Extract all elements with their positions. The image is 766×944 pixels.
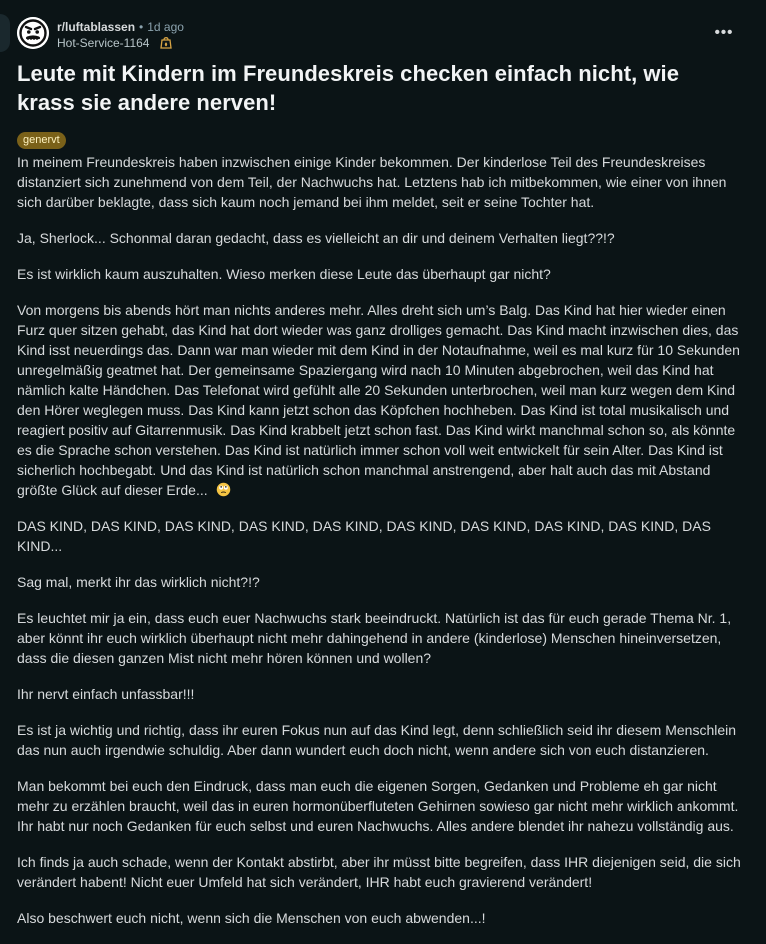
post-paragraph: DAS KIND, DAS KIND, DAS KIND, DAS KIND, DAS KIND, DAS KIND, DAS KIND, DAS KIND, DAS KIND, DAS KIND... <box>17 518 711 554</box>
post-paragraph: Es ist ja wichtig und richtig, dass ihr euren Fokus nun auf das Kind legt, denn schließlich seid ihr diesem Menschlein das nun auch irgendwie schuldig. Aber dann wundert euch doch nicht, wenn andere sich von euch distanzieren. <box>17 722 737 758</box>
post-paragraph: Man bekommt bei euch den Eindruck, dass man euch die eigenen Sorgen, Gedanken und Probleme eh gar nicht mehr zu erzählen braucht, weil das in euren hormonüberfluteten Gehirnen sowieso gar nicht mehr wirklich ankommt. Ihr habt nur noch Gedanken für euch selbst und euren Nachwuchs. Alles andere blendet ihr nahezu vollständig aus. <box>17 778 739 834</box>
post-paragraph: In meinem Freundeskreis haben inzwischen einige Kinder bekommen. Der kinderlose Teil des Freundeskreises distanziert sich zunehmend von dem Teil, der Nachwuchs hat. Letztens hab ich mitbekommen, wie einer von ihnen sich darüber beklagte, dass sich kaum noch jemand bei ihm meldet, seit er seine Tochter hat. <box>17 154 727 210</box>
post-paragraph: Es ist wirklich kaum auszuhalten. Wieso merken diese Leute das überhaupt gar nicht? <box>17 266 551 282</box>
post-paragraph-text: Von morgens bis abends hört man nichts anderes mehr. Alles dreht sich um’s Balg. Das Kind hat hier wieder einen Furz quer sitzen gehabt, das Kind hat dort wieder was ganz drolliges gemacht. Das Kind macht inzwischen dies, das Kind isst neuerdings das. Dann war man wieder mit dem Kind in der Notaufnahme, weil es mal kurz für 10 Sekunden unregelmäßig geatmet hat. Der gemeinsame Spaziergang wird nach 10 Minuten abgebrochen, weil das Kind hat nämlich kalte Händchen. Das Telefonat wird gefühlt alle 20 Sekunden unterbrochen, weil man kurz wegen dem Kind den Hörer weglegen muss. Das Kind kann jetzt schon das Köpfchen hochheben. Das Kind ist total musikalisch und reagiert positiv auf Gitarrenmusik. Das Kind krabbelt jetzt schon fast. Das Kind wirkt manchmal schon so, als könnte es die Sprache schon verstehen. Das Kind ist natürlich immer schon voll weit entwickelt für sein Alter. Das Kind ist sicherlich hochbegabt. Und das Kind ist natürlich schon manchmal anstrengend, aber halt auch das mit Abstand größte Glück auf dieser Erde... <box>17 302 740 498</box>
fire-badge-icon <box>159 37 173 49</box>
username-row <box>57 35 184 51</box>
post-paragraph: Ihr nervt einfach unfassbar!!! <box>17 686 195 702</box>
post-meta <box>57 19 184 51</box>
post-flair[interactable]: genervt <box>17 132 66 149</box>
post-author[interactable]: Hot-Service-1164 <box>57 36 150 50</box>
post-paragraph: Ja, Sherlock... Schonmal daran gedacht, dass es vielleicht an dir und deinem Verhalten liegt??!? <box>17 230 615 246</box>
rolling-eyes-emoji-icon <box>216 482 231 497</box>
angry-face-icon <box>17 17 49 49</box>
subreddit-link[interactable]: r/luftablassen <box>57 20 136 34</box>
post-paragraph: Also beschwert euch nicht, wenn sich die Menschen von euch abwenden...! <box>17 910 486 926</box>
post-header <box>17 17 750 53</box>
left-navigation-edge <box>0 14 10 52</box>
meta-separator: • <box>139 20 144 34</box>
post-paragraph: Ich finds ja auch schade, wenn der Kontakt abstirbt, aber ihr müsst bitte begreifen, dass IHR diejenigen seid, die sich verändert habent! Nicht euer Umfeld hat sich verändert, IHR habt euch gravierend verändert! <box>17 854 741 890</box>
post-paragraph-with-emoji <box>17 300 751 500</box>
subreddit-time-row <box>57 19 184 35</box>
post-paragraph: Sag mal, merkt ihr das wirklich nicht?!? <box>17 574 260 590</box>
subreddit-avatar[interactable] <box>17 17 49 49</box>
post-body <box>17 152 751 944</box>
more-options-button[interactable] <box>712 23 736 43</box>
post-title: Leute mit Kindern im Freundeskreis checken einfach nicht, wie krass sie andere nerven! <box>17 61 680 115</box>
more-options-icon: ••• <box>714 24 734 41</box>
post-time: 1d ago <box>147 20 184 34</box>
post-paragraph: Es leuchtet mir ja ein, dass euch euer Nachwuchs stark beeindruckt. Natürlich ist das für euch gerade Thema Nr. 1, aber könnt ihr euch wirklich überhaupt nicht mehr dahingehend in andere (kinderlose) Menschen hineinversetzen, dass die diesen ganzen Mist nicht mehr hören können und wollen? <box>17 610 732 666</box>
